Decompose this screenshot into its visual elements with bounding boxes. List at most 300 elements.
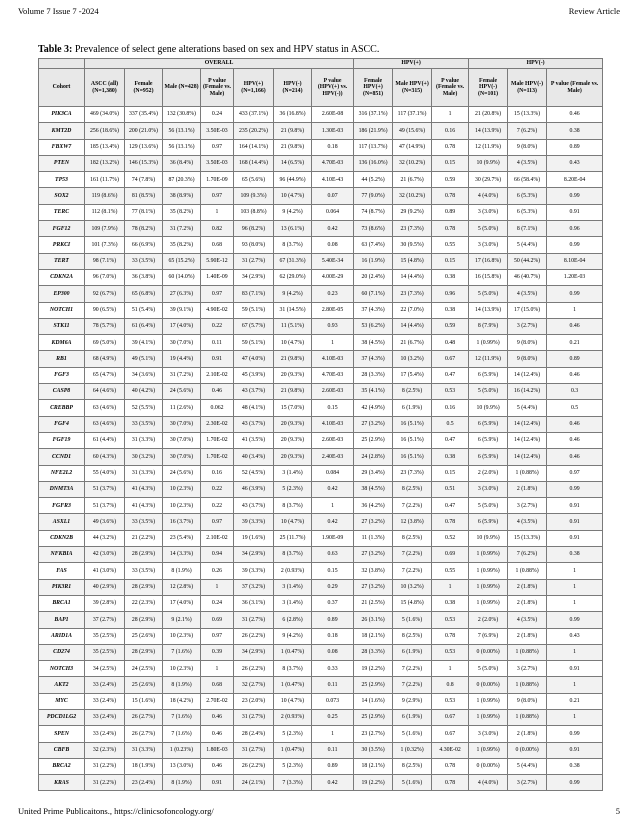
table-cell: 49 (3.6%) [85, 514, 125, 530]
table-cell: 67 (5.7%) [234, 318, 274, 334]
gene-name-cell: NOTCH3 [39, 661, 85, 677]
table-cell: 28 (2.9%) [125, 644, 163, 660]
table-cell: 26 (3.1%) [354, 612, 393, 628]
table-cell: 40 (3.4%) [234, 449, 274, 465]
table-cell: 34 (3.6%) [125, 367, 163, 383]
table-row [39, 237, 603, 253]
table-cell: 2 (0.93%) [274, 709, 312, 725]
table-label: Table 3: [38, 44, 73, 55]
table-cell: 33 (3.5%) [125, 253, 163, 269]
page-number: 5 [615, 806, 620, 816]
table-cell: 0.99 [547, 286, 603, 302]
table-cell: 4 (3.5%) [508, 286, 547, 302]
table-cell: 0.96 [432, 286, 469, 302]
table-cell: 0 (0.00%) [508, 742, 547, 758]
table-cell: 20 (9.3%) [274, 432, 312, 448]
table-cell: 0.67 [432, 726, 469, 742]
gene-name-cell: PTEN [39, 155, 85, 171]
table-cell: 0.46 [201, 709, 234, 725]
table-cell: 0.46 [547, 449, 603, 465]
table-cell: 37 (3.2%) [234, 579, 274, 595]
table-cell: 9 (8.0%) [508, 139, 547, 155]
table-cell: 41 (4.3%) [125, 498, 163, 514]
table-cell: 19 (2.2%) [354, 775, 393, 791]
table-cell: 9 (2.1%) [163, 612, 201, 628]
table-cell: 7 (2.2%) [393, 661, 432, 677]
table-cell: 0.97 [201, 286, 234, 302]
table-cell: 66 (58.4%) [508, 172, 547, 188]
table-cell: 0.67 [432, 351, 469, 367]
table-cell: 51 (3.7%) [85, 498, 125, 514]
table-cell: 39 (9.1%) [163, 302, 201, 318]
table-cell: 0.16 [432, 400, 469, 416]
table-cell: 5 (5.0%) [469, 661, 508, 677]
table-cell: 0.97 [547, 465, 603, 481]
table-cell: 96 (44.9%) [274, 172, 312, 188]
table-cell: 1 (0.88%) [508, 709, 547, 725]
table-cell: 10 (2.3%) [163, 661, 201, 677]
table-cell: 1 (0.88%) [508, 563, 547, 579]
table-cell: 31 (3.3%) [125, 432, 163, 448]
table-cell: 3 (2.7%) [508, 318, 547, 334]
table-cell: 0.53 [432, 693, 469, 709]
table-cell: 1 (0.47%) [274, 677, 312, 693]
table-cell: 10 (3.2%) [393, 351, 432, 367]
table-cell: 12 (3.8%) [393, 514, 432, 530]
gene-name-cell: KMT2D [39, 123, 85, 139]
table-cell: 22 (2.3%) [125, 595, 163, 611]
table-cell: 0.46 [201, 726, 234, 742]
table-cell: 20 (9.3%) [274, 367, 312, 383]
table-row [39, 530, 603, 546]
table-cell: 52 (5.5%) [125, 400, 163, 416]
table-cell: 39 (3.3%) [234, 563, 274, 579]
table-cell: 2.60E-03 [312, 432, 354, 448]
table-row [39, 432, 603, 448]
table-cell: 0.43 [547, 155, 603, 171]
table-cell: 55 (4.0%) [85, 465, 125, 481]
table-cell: 4 (4.0%) [469, 775, 508, 791]
table-cell: 0.97 [201, 139, 234, 155]
table-cell: 47 (4.0%) [234, 351, 274, 367]
table-cell: 109 (9.3%) [234, 188, 274, 204]
table-cell: 30 (29.7%) [469, 172, 508, 188]
table-cell: 0.91 [547, 514, 603, 530]
table-cell: 8 (7.1%) [508, 221, 547, 237]
table-cell: 1.90E-09 [312, 530, 354, 546]
table-cell: 28 (2.9%) [125, 612, 163, 628]
gene-name-cell: CASP8 [39, 384, 85, 400]
table-cell: 0.89 [312, 758, 354, 774]
table-cell: 30 (7.0%) [163, 432, 201, 448]
table-cell: 15 (13.3%) [508, 530, 547, 546]
table-cell: 20 (2.4%) [354, 269, 393, 285]
table-cell: 3 (3.0%) [469, 237, 508, 253]
table-cell: 0.18 [312, 628, 354, 644]
table-cell: 0.59 [432, 318, 469, 334]
gene-name-cell: STK11 [39, 318, 85, 334]
table-cell: 0.89 [312, 612, 354, 628]
table-cell: 1 [547, 579, 603, 595]
table-cell: 28 (3.3%) [354, 644, 393, 660]
table-cell: 1 [432, 579, 469, 595]
table-cell: 38 (4.5%) [354, 335, 393, 351]
table-cell: 469 (34.0%) [85, 107, 125, 123]
table-cell: 0.38 [547, 123, 603, 139]
table-cell: 26 (2.2%) [234, 628, 274, 644]
table-cell: 65 (5.6%) [234, 172, 274, 188]
table-cell: 0.26 [201, 563, 234, 579]
table-cell: 14 (3.3%) [163, 547, 201, 563]
gene-name-cell: TERT [39, 253, 85, 269]
gene-name-cell: CD274 [39, 644, 85, 660]
table-cell: 0.69 [432, 547, 469, 563]
table-cell: 101 (7.3%) [85, 237, 125, 253]
table-cell: 34 (2.9%) [234, 269, 274, 285]
table-cell: 32 (2.3%) [85, 742, 125, 758]
table-cell: 46 (40.7%) [508, 269, 547, 285]
table-cell: 0.91 [547, 530, 603, 546]
gene-name-cell: BRCA1 [39, 595, 85, 611]
table-cell: 8 (1.9%) [163, 775, 201, 791]
table-cell: 1 [547, 644, 603, 660]
gene-name-cell: FBXW7 [39, 139, 85, 155]
table-cell: 6 (1.9%) [393, 400, 432, 416]
table-cell: 2.70E-02 [201, 693, 234, 709]
table-cell: 0.07 [312, 188, 354, 204]
table-cell: 136 (16.0%) [354, 155, 393, 171]
table-cell: 14 (6.5%) [274, 155, 312, 171]
table-cell: 1 (0.99%) [469, 547, 508, 563]
table-row [39, 384, 603, 400]
table-cell: 74 (8.7%) [354, 204, 393, 220]
table-cell: 0.89 [547, 351, 603, 367]
table-cell: 6 (1.9%) [393, 709, 432, 725]
table-cell: 87 (20.3%) [163, 172, 201, 188]
column-header: P value (Female vs. Male) [201, 69, 234, 107]
table-cell: 0.93 [312, 318, 354, 334]
table-cell: 39 (4.1%) [125, 335, 163, 351]
table-cell: 30 (7.0%) [163, 449, 201, 465]
table-cell: 21 (9.8%) [274, 139, 312, 155]
table-cell: 65 (4.7%) [85, 367, 125, 383]
table-cell: 0.22 [201, 318, 234, 334]
table-cell: 13 (6.1%) [274, 221, 312, 237]
table-cell: 316 (37.1%) [354, 107, 393, 123]
table-cell: 34 (2.5%) [85, 661, 125, 677]
table-cell: 0.53 [432, 384, 469, 400]
table-cell: 9 (4.2%) [274, 204, 312, 220]
table-cell: 0 (0.00%) [469, 677, 508, 693]
table-cell: 43 (3.7%) [234, 416, 274, 432]
table-cell: 51 (5.4%) [125, 302, 163, 318]
table-cell: 3 (1.4%) [274, 579, 312, 595]
table-cell: 9 (4.2%) [274, 286, 312, 302]
table-cell: 17 (4.0%) [163, 318, 201, 334]
table-cell: 0.25 [312, 709, 354, 725]
table-cell: 5 (1.6%) [393, 612, 432, 628]
table-cell: 0.21 [547, 335, 603, 351]
table-cell: 0.55 [432, 237, 469, 253]
table-cell: 38 (4.5%) [354, 481, 393, 497]
table-cell: 4.00E-29 [312, 269, 354, 285]
table-cell: 0.43 [547, 628, 603, 644]
table-cell: 0.46 [201, 384, 234, 400]
gene-name-cell: PDCD1LG2 [39, 709, 85, 725]
table-cell: 0.42 [312, 514, 354, 530]
table-cell: 10 (4.7%) [274, 335, 312, 351]
table-cell: 13 (3.0%) [163, 758, 201, 774]
table-cell: 0.89 [547, 139, 603, 155]
table-cell: 33 (2.4%) [85, 709, 125, 725]
table-caption-text: Prevalence of select gene alterations based on sex and HPV status in ASCC. [72, 44, 380, 55]
table-cell: 0.062 [201, 400, 234, 416]
table-row [39, 775, 603, 791]
table-cell: 0.78 [432, 139, 469, 155]
table-cell: 8 (2.5%) [393, 530, 432, 546]
table-cell: 96 (8.2%) [234, 221, 274, 237]
gene-name-cell: CBFB [39, 742, 85, 758]
table-cell: 36 (3.1%) [234, 595, 274, 611]
table-cell: 337 (35.4%) [125, 107, 163, 123]
table-row [39, 579, 603, 595]
table-cell: 0.16 [432, 123, 469, 139]
table-cell: 17 (15.0%) [508, 302, 547, 318]
table-cell: 0.38 [432, 269, 469, 285]
table-cell: 0.38 [547, 547, 603, 563]
table-cell: 24 (5.6%) [163, 465, 201, 481]
table-cell: 5 (4.4%) [508, 237, 547, 253]
table-cell: 7 (6.2%) [508, 123, 547, 139]
table-cell: 0.78 [432, 188, 469, 204]
table-cell: 5 (2.3%) [274, 481, 312, 497]
table-cell: 1 [547, 302, 603, 318]
table-cell: 0.38 [547, 758, 603, 774]
table-cell: 26 (2.7%) [125, 726, 163, 742]
table-cell: 61 (6.4%) [125, 318, 163, 334]
table-cell: 1 [312, 498, 354, 514]
table-cell: 15 (4.8%) [393, 253, 432, 269]
column-header: HPV(-) (N=214) [274, 69, 312, 107]
column-header: Cohort [39, 69, 85, 107]
table-cell: 3.50E-03 [201, 123, 234, 139]
gene-name-cell: PIK3CA [39, 107, 85, 123]
table-cell: 47 (14.9%) [393, 139, 432, 155]
table-cell: 8 (1.9%) [163, 677, 201, 693]
column-header: Male (N=428) [163, 69, 201, 107]
table-cell: 4.10E-03 [312, 416, 354, 432]
table-cell: 0.91 [201, 351, 234, 367]
table-cell: 62 (29.0%) [274, 269, 312, 285]
table-cell: 0.38 [432, 302, 469, 318]
table-cell: 21 (2.2%) [125, 530, 163, 546]
table-cell: 0.38 [432, 449, 469, 465]
table-cell: 0.11 [312, 677, 354, 693]
table-row [39, 204, 603, 220]
table-row [39, 661, 603, 677]
table-cell: 9 (4.2%) [274, 628, 312, 644]
table-cell: 31 (3.3%) [125, 465, 163, 481]
table-cell: 43 (3.7%) [234, 498, 274, 514]
table-cell: 23 (2.7%) [354, 726, 393, 742]
table-cell: 21 (6.7%) [393, 335, 432, 351]
table-cell: 16 (5.1%) [393, 449, 432, 465]
table-cell: 39 (2.8%) [85, 595, 125, 611]
table-cell: 182 (13.2%) [85, 155, 125, 171]
table-cell: 60 (7.1%) [354, 286, 393, 302]
table-cell: 7 (1.6%) [163, 644, 201, 660]
table-cell: 6 (5.9%) [469, 432, 508, 448]
table-cell: 30 (3.2%) [125, 449, 163, 465]
table-cell: 0.51 [432, 481, 469, 497]
table-cell: 164 (14.1%) [234, 139, 274, 155]
table-row [39, 107, 603, 123]
table-cell: 36 (8.4%) [163, 155, 201, 171]
table-cell: 56 (13.1%) [163, 139, 201, 155]
table-cell: 63 (7.4%) [354, 237, 393, 253]
table-cell: 31 (7.2%) [163, 367, 201, 383]
table-cell: 8.10E-04 [547, 253, 603, 269]
table-cell: 4.10E-03 [312, 351, 354, 367]
table-cell: 27 (3.2%) [354, 547, 393, 563]
table-cell: 78 (8.2%) [125, 221, 163, 237]
table-cell: 3 (1.4%) [274, 465, 312, 481]
table-cell: 19 (1.6%) [234, 530, 274, 546]
table-cell: 0.15 [312, 563, 354, 579]
table-cell: 10 (9.9%) [469, 155, 508, 171]
table-body [39, 107, 603, 791]
gene-name-cell: EP300 [39, 286, 85, 302]
table-cell: 2 (1.8%) [508, 481, 547, 497]
table-cell: 235 (20.2%) [234, 123, 274, 139]
table-cell: 32 (10.2%) [393, 155, 432, 171]
gene-name-cell: TERC [39, 204, 85, 220]
table-cell: 60 (4.3%) [85, 449, 125, 465]
publisher-line: United Prime Publicaitons., https://clinicsofoncology.org/ [18, 806, 214, 816]
table-cell: 6 (5.9%) [469, 514, 508, 530]
table-row [39, 367, 603, 383]
table-cell: 0.91 [547, 742, 603, 758]
column-header: HPV(+) (N=1,166) [234, 69, 274, 107]
table-cell: 1 (0.32%) [393, 742, 432, 758]
gene-name-cell: FGF4 [39, 416, 85, 432]
table-cell: 77 (9.0%) [354, 188, 393, 204]
table-cell: 7 (6.9%) [469, 628, 508, 644]
table-cell: 21 (9.8%) [274, 123, 312, 139]
table-cell: 0.16 [201, 465, 234, 481]
table-row [39, 693, 603, 709]
table-cell: 35 (8.2%) [163, 237, 201, 253]
table-cell: 44 (3.2%) [85, 530, 125, 546]
table-row [39, 742, 603, 758]
gene-name-cell: PIK3R1 [39, 579, 85, 595]
table-cell: 15 (7.0%) [274, 400, 312, 416]
table-cell: 25 (2.9%) [354, 677, 393, 693]
table-cell: 256 (18.6%) [85, 123, 125, 139]
table-cell: 0.91 [547, 498, 603, 514]
table-cell: 1 [312, 726, 354, 742]
table-cell: 0.99 [547, 481, 603, 497]
table-cell: 32 (3.8%) [354, 563, 393, 579]
table-row [39, 514, 603, 530]
table-cell: 6 (5.9%) [469, 367, 508, 383]
table-cell: 0.47 [432, 498, 469, 514]
table-cell: 63 (4.6%) [85, 400, 125, 416]
table-cell: 5 (2.3%) [274, 726, 312, 742]
table-cell: 33 (2.4%) [85, 693, 125, 709]
table-cell: 8 (3.7%) [274, 661, 312, 677]
table-cell: 1.70E-02 [201, 432, 234, 448]
table-cell: 25 (2.6%) [125, 628, 163, 644]
table-cell: 10 (3.2%) [393, 579, 432, 595]
table-cell: 17 (16.8%) [469, 253, 508, 269]
table-row [39, 612, 603, 628]
table-cell: 20 (9.3%) [274, 416, 312, 432]
table-cell: 10 (2.3%) [163, 481, 201, 497]
table-cell: 20 (9.3%) [274, 449, 312, 465]
table-cell: 81 (8.5%) [125, 188, 163, 204]
table-cell: 51 (3.7%) [85, 481, 125, 497]
table-cell: 9 (8.0%) [508, 693, 547, 709]
gene-name-cell: ASXL1 [39, 514, 85, 530]
table-cell: 3 (2.7%) [508, 498, 547, 514]
table-row [39, 123, 603, 139]
table-cell: 30 (7.0%) [163, 335, 201, 351]
table-cell: 0.46 [547, 416, 603, 432]
table-cell: 92 (6.7%) [85, 286, 125, 302]
table-cell: 53 (6.2%) [354, 318, 393, 334]
table-cell: 0.63 [312, 547, 354, 563]
table-cell: 1 (0.99%) [469, 709, 508, 725]
table-cell: 0.46 [547, 432, 603, 448]
table-cell: 21 (9.8%) [274, 351, 312, 367]
table-cell: 0.24 [201, 595, 234, 611]
table-cell: 0.42 [312, 481, 354, 497]
table-cell: 0.23 [312, 286, 354, 302]
table-cell: 14 (13.9%) [469, 302, 508, 318]
table-cell: 7 (2.2%) [393, 547, 432, 563]
table-cell: 10 (9.9%) [469, 400, 508, 416]
table-cell: 4 (3.5%) [508, 155, 547, 171]
table-cell: 12 (11.9%) [469, 139, 508, 155]
table-cell: 30 (3.5%) [354, 742, 393, 758]
table-cell: 37 (4.3%) [354, 351, 393, 367]
table-cell: 0.47 [432, 432, 469, 448]
table-cell: 1 (0.47%) [274, 644, 312, 660]
table-cell: 31 (2.7%) [234, 612, 274, 628]
table-cell: 27 (3.2%) [354, 514, 393, 530]
table-cell: 2 (1.8%) [508, 628, 547, 644]
table-cell: 93 (8.0%) [234, 237, 274, 253]
table-cell: 23 (7.3%) [393, 465, 432, 481]
table-cell: 3 (2.7%) [508, 661, 547, 677]
table-cell: 2.60E-03 [312, 384, 354, 400]
table-cell: 33 (2.4%) [85, 677, 125, 693]
table-cell: 34 (2.9%) [234, 644, 274, 660]
table-cell: 11 (2.6%) [163, 400, 201, 416]
table-cell: 433 (37.1%) [234, 107, 274, 123]
table-cell: 31 (7.2%) [163, 221, 201, 237]
table-cell: 7 (1.6%) [163, 726, 201, 742]
gene-name-cell: CCND1 [39, 449, 85, 465]
table-cell: 8 (1.9%) [163, 563, 201, 579]
table-cell: 4 (3.5%) [508, 612, 547, 628]
table-cell: 12 (11.9%) [469, 351, 508, 367]
table-cell: 0.97 [201, 188, 234, 204]
table-cell: 16 (14.2%) [508, 384, 547, 400]
gene-name-cell: DNMT3A [39, 481, 85, 497]
table-cell: 5.90E-12 [201, 253, 234, 269]
